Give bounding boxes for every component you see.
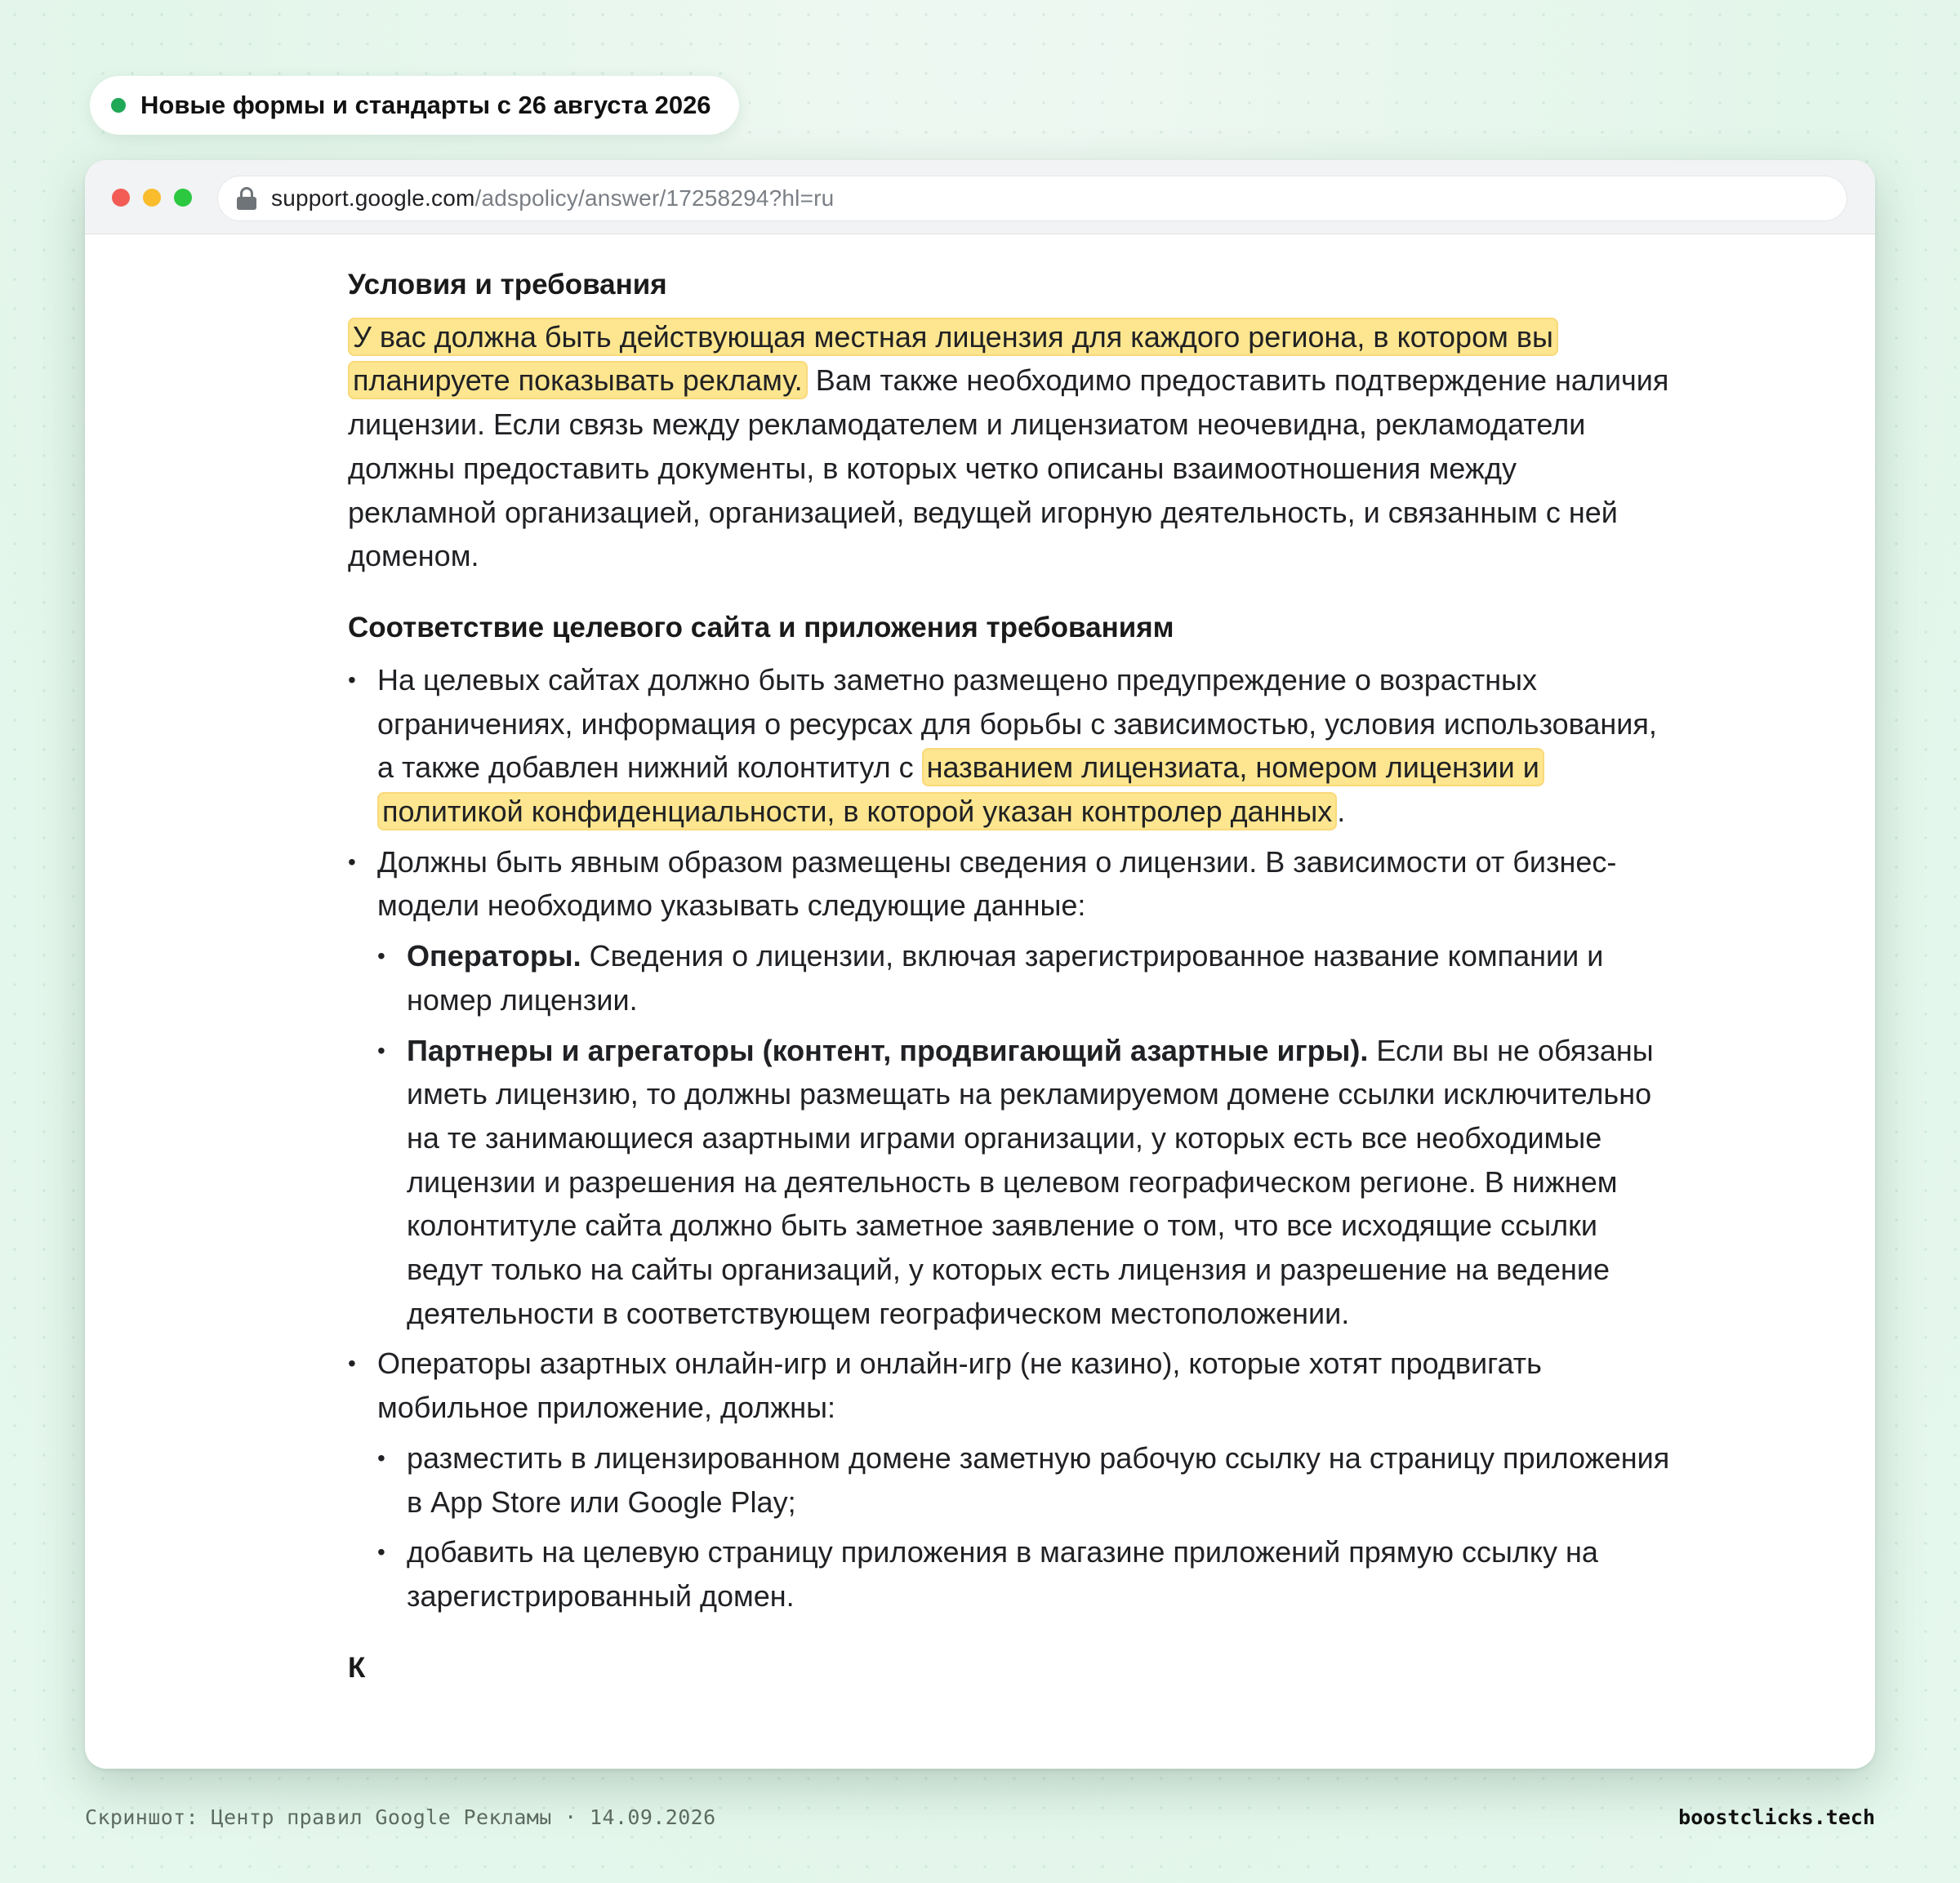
requirements-list: [348, 658, 1671, 1618]
url-host: support.google.com: [271, 185, 475, 211]
bullet-icon: •: [377, 1037, 385, 1063]
address-bar[interactable]: [217, 176, 1847, 221]
list-item-text: Операторы азартных онлайн-игр и онлайн-игр (не казино), которые хотят продвигать мобильное приложение, должны:: [377, 1347, 1542, 1425]
lock-icon: [237, 187, 256, 210]
url-path: /adspolicy/answer/17258294?hl=ru: [474, 185, 835, 211]
highlighted-text: У вас должна быть действующая местная лицензия для каждого региона, в котором вы планируете показывать рекламу.: [348, 318, 1558, 400]
sub-item-text: разместить в лицензированном домене заметную рабочую ссылку на страницу приложения в App Store или Google Play;: [407, 1440, 1670, 1519]
announcement-badge: [90, 76, 739, 135]
section-heading-compliance: Соответствие целевого сайта и приложения требованиям: [348, 611, 1174, 643]
bullet-icon: •: [348, 848, 356, 875]
sub-list-item: [377, 1530, 1671, 1618]
next-section-heading-fragment: К: [348, 1651, 366, 1684]
sub-item-text: Если вы не обязаны иметь лицензию, то должны размещать на рекламируемом домене ссылки исключительно на те занимающиеся азартными играми организации, у которых есть все необходимые лицензии и разрешения на деятельность в целевом географическом регионе. В нижнем колонтитуле сайта должно быть заметное заявление о том, что все исходящие ссылки ведут только на сайты организаций, у которых есть лицензия и разрешение на ведение деятельности в соответствующем географическом местоположении.: [407, 1033, 1654, 1330]
sub-list-item: [377, 1436, 1671, 1524]
sub-item-text: Сведения о лицензии, включая зарегистрированное название компании и номер лицензии.: [407, 939, 1604, 1017]
bullet-icon: •: [377, 1539, 385, 1565]
sub-list: [377, 1436, 1671, 1618]
browser-window: [85, 160, 1875, 1769]
sub-list: [377, 934, 1671, 1335]
page-content: [85, 234, 1875, 1769]
list-item-text: Должны быть явным образом размещены сведения о лицензии. В зависимости от бизнес-модели необходимо указывать следующие данные:: [377, 844, 1617, 923]
highlighted-text: названием лицензиата, номером лицензии и политикой конфиденциальности, в которой указан контролер данных: [377, 748, 1544, 830]
list-item: [348, 840, 1671, 1336]
list-item: [348, 1342, 1671, 1618]
bullet-icon: •: [348, 1351, 356, 1377]
close-window-button[interactable]: [112, 189, 130, 207]
brand-link[interactable]: boostclicks.tech: [1678, 1805, 1875, 1829]
section-heading-conditions: Условия и требования: [348, 268, 667, 300]
sub-item-title: Операторы.: [407, 939, 581, 973]
conditions-paragraph: [348, 315, 1671, 578]
article-body: [348, 234, 1671, 1698]
list-item-end: .: [1337, 795, 1346, 829]
bullet-icon: •: [377, 1445, 385, 1471]
minimize-window-button[interactable]: [143, 189, 161, 207]
sub-list-item: [377, 1029, 1671, 1336]
sub-item-text: добавить на целевую страницу приложения в магазине приложений прямую ссылку на зарегистрированный домен.: [407, 1535, 1598, 1613]
browser-titlebar: [85, 160, 1875, 234]
bullet-icon: •: [377, 943, 385, 969]
sub-list-item: [377, 934, 1671, 1022]
conditions-text: Вам также необходимо предоставить подтверждение наличия лицензии. Если связь между рекламодателем и лицензиатом неочевидна, рекламодатели должны предоставить документы, в которых четко описаны взаимоотношения между рекламной организацией, организацией, ведущей игорную деятельность, и связанным с ней доменом.: [348, 363, 1669, 573]
maximize-window-button[interactable]: [174, 189, 192, 207]
sub-item-title: Партнеры и агрегаторы (контент, продвигающий азартные игры).: [407, 1033, 1369, 1067]
list-item-text: На целевых сайтах должно быть заметно размещено предупреждение о возрастных ограничениях, информация о ресурсах для борьбы с зависимостью, условия использования, а также добавлен нижний колонтитул с: [377, 662, 1657, 785]
announcement-text: Новые формы и стандарты с 26 августа 2026: [140, 91, 711, 119]
url-text: [271, 185, 834, 211]
bullet-icon: •: [348, 666, 356, 692]
screenshot-caption: Скриншот: Центр правил Google Рекламы · 14.09.2026: [85, 1805, 716, 1829]
status-dot: [111, 98, 126, 113]
list-item: [348, 658, 1671, 834]
